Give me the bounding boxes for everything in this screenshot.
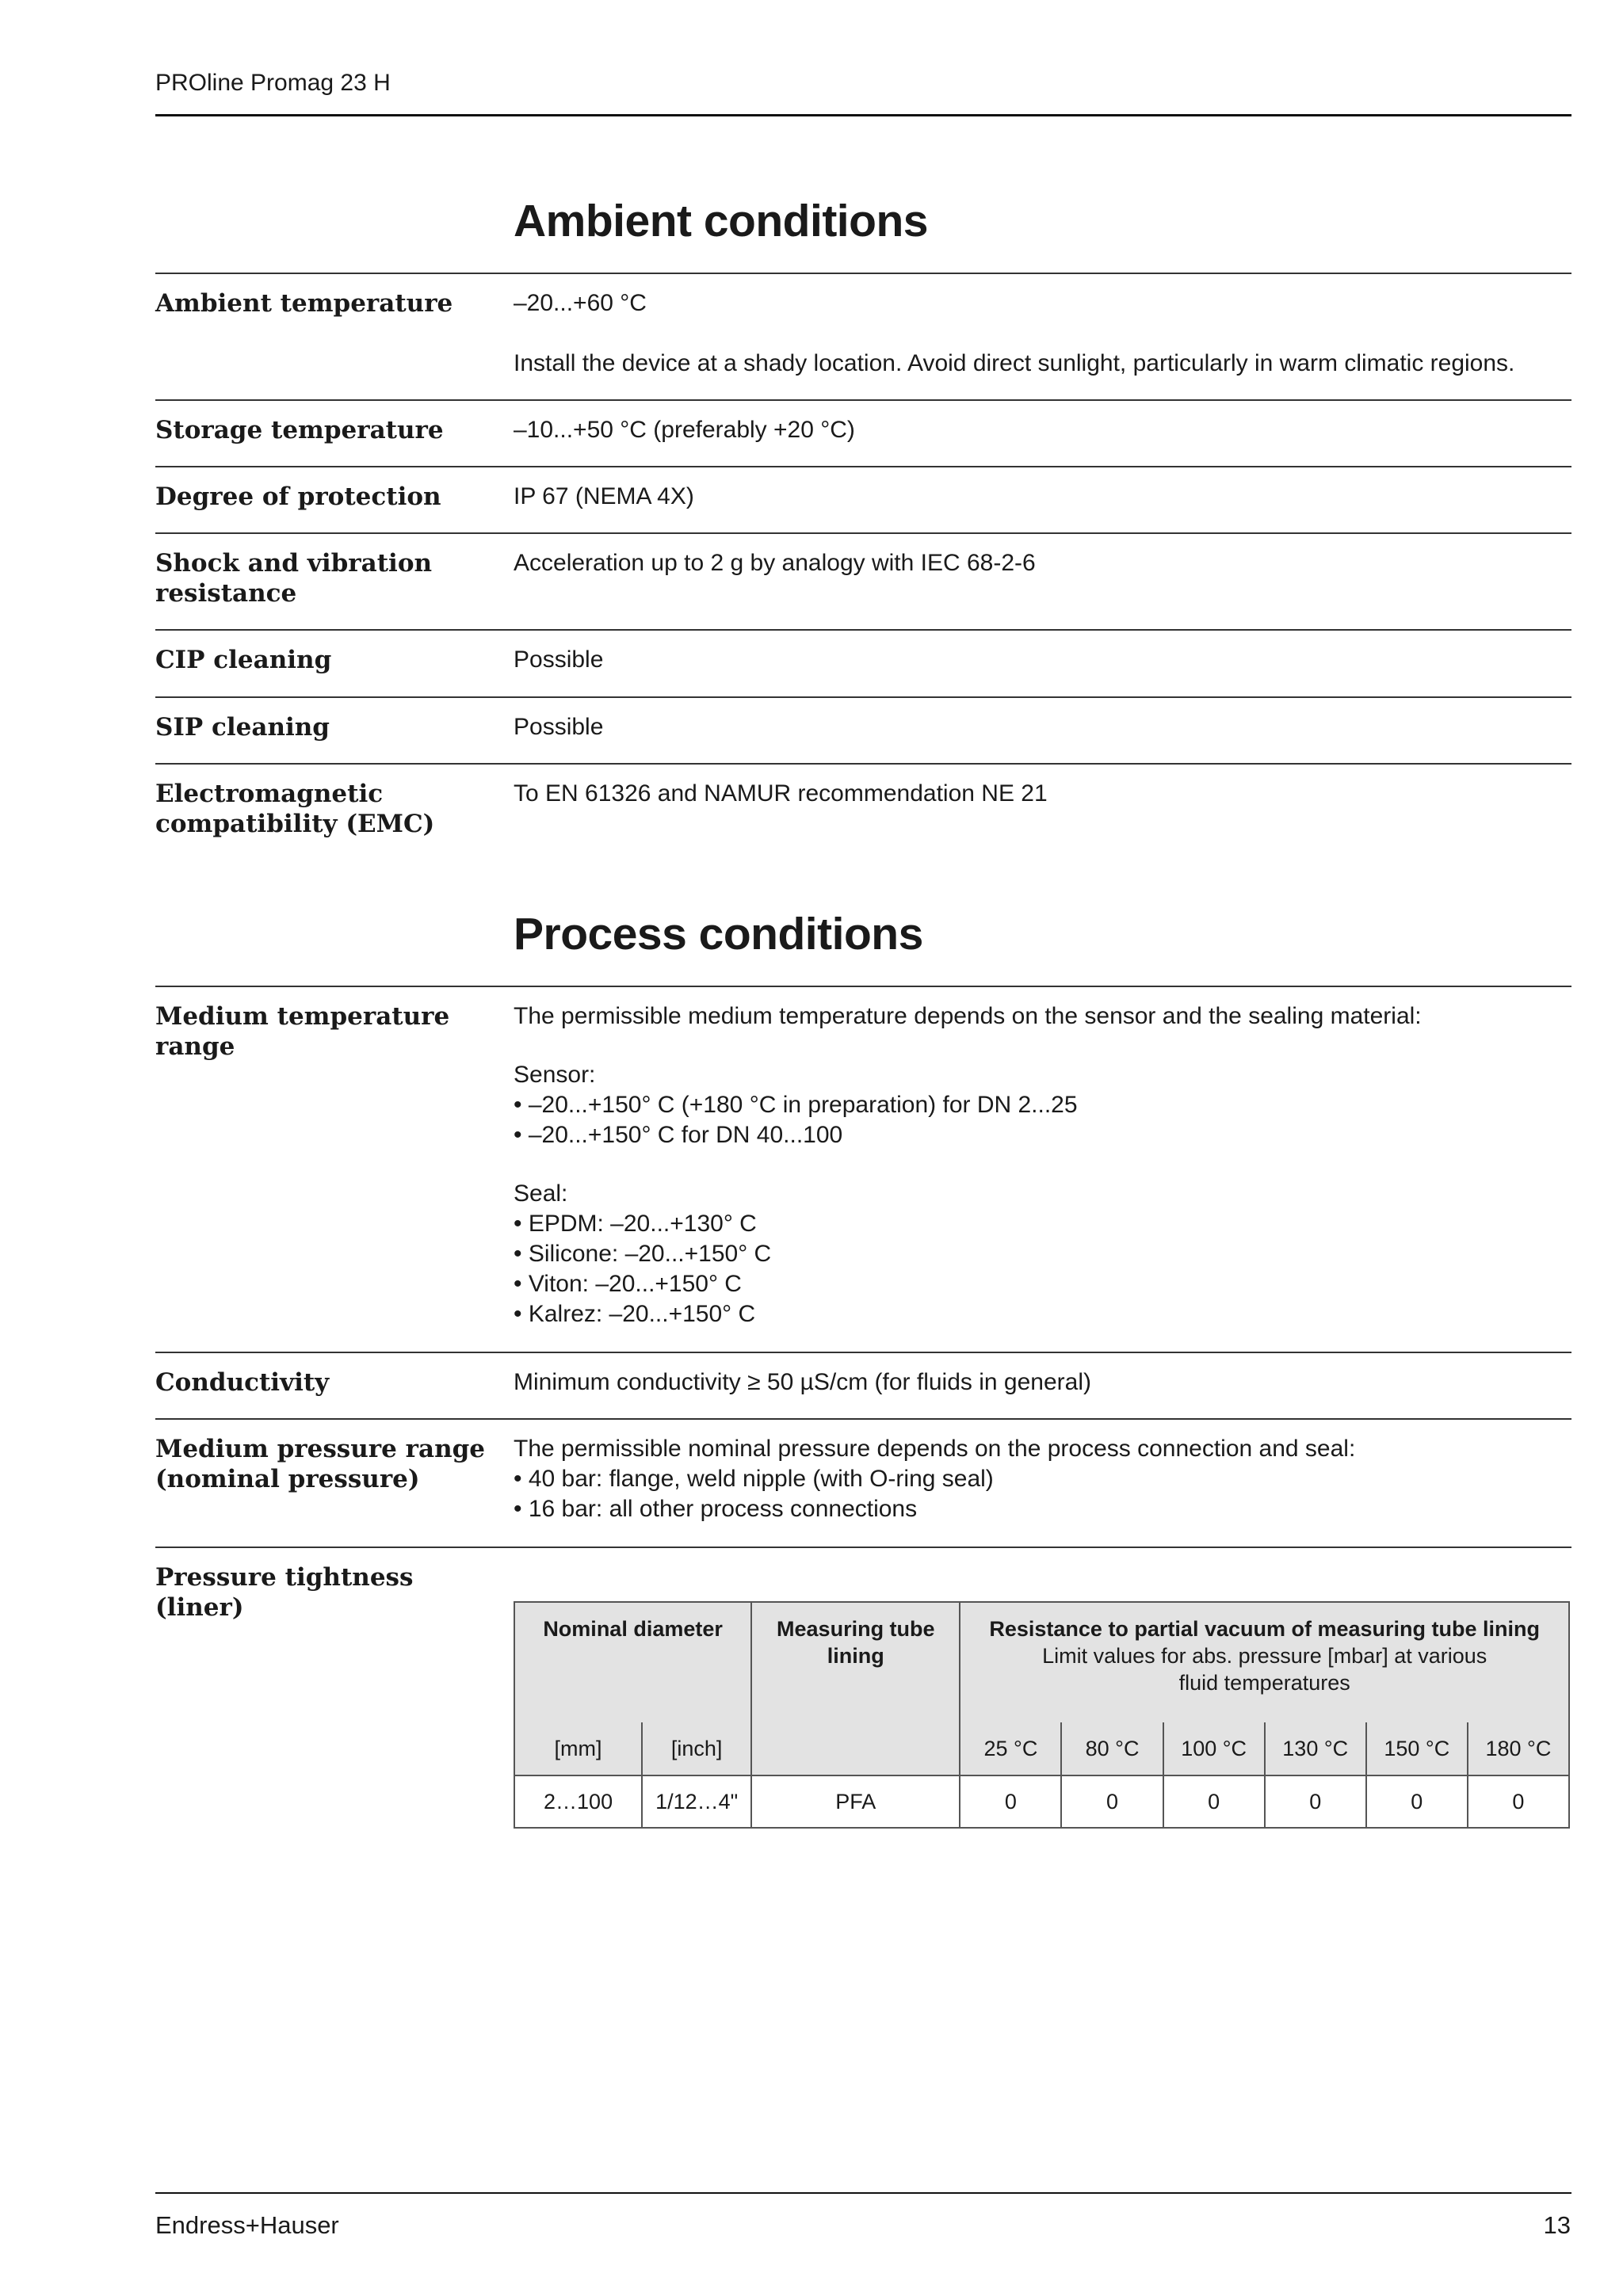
page-header: PROline Promag 23 H <box>155 70 391 96</box>
list-item: • Silicone: –20...+150° C <box>514 1241 772 1267</box>
list-item: • Viton: –20...+150° C <box>514 1271 742 1297</box>
spec-label-line: (nominal pressure) <box>155 1465 420 1493</box>
list-item: • 16 bar: all other process connections <box>514 1496 918 1522</box>
header-temp: 150 °C <box>1366 1722 1468 1775</box>
table-cell: PFA <box>751 1775 960 1828</box>
spec-intro: The permissible nominal pressure depends on the process connection and seal: <box>514 1436 1356 1462</box>
spec-row-conductivity <box>155 1352 1571 1397</box>
sensor-heading: Sensor: <box>514 1062 596 1088</box>
section-title-ambient: Ambient conditions <box>514 196 928 246</box>
header-resistance-sub: Limit values for abs. pressure [mbar] at various <box>1042 1644 1487 1668</box>
spec-label-line: Medium temperature <box>155 1002 450 1031</box>
spec-value: To EN 61326 and NAMUR recommendation NE 21 <box>514 780 1048 807</box>
table-cell: 0 <box>1468 1775 1569 1828</box>
spec-value <box>514 1434 1571 1524</box>
spec-row-ambient-temperature <box>155 273 1571 376</box>
spec-row-storage-temperature <box>155 399 1571 444</box>
section-title-process: Process conditions <box>514 909 923 959</box>
spec-label <box>155 1562 488 1623</box>
spec-label-line: range <box>155 1032 235 1061</box>
footer-brand: Endress+Hauser <box>155 2211 339 2239</box>
spec-value <box>514 288 1571 379</box>
spec-row-sip-cleaning <box>155 696 1571 742</box>
spec-value: Possible <box>514 714 604 740</box>
list-item: • –20...+150° C (+180 °C in preparation) for DN 2...25 <box>514 1092 1078 1118</box>
table-cell: 0 <box>1265 1775 1366 1828</box>
spec-row-degree-of-protection <box>155 466 1571 511</box>
page-number: 13 <box>1543 2211 1571 2239</box>
header-resistance <box>960 1602 1569 1722</box>
pressure-tightness-table <box>514 1601 1570 1829</box>
spec-label <box>155 548 488 608</box>
header-temp: 130 °C <box>1265 1722 1366 1775</box>
table-cell: 0 <box>1061 1775 1163 1828</box>
list-item: • EPDM: –20...+130° C <box>514 1211 757 1237</box>
spec-label-line: compatibility (EMC) <box>155 810 435 838</box>
spec-label: Degree of protection <box>155 482 441 511</box>
header-lining-line: lining <box>827 1644 884 1668</box>
spec-value <box>514 1001 1571 1329</box>
table-row <box>514 1775 1569 1828</box>
spec-label: CIP cleaning <box>155 646 332 674</box>
spec-label-line: resistance <box>155 579 297 608</box>
table-cell: 2…100 <box>514 1775 642 1828</box>
spec-label <box>155 779 488 839</box>
header-unit-inch: [inch] <box>642 1722 751 1775</box>
spec-note: Install the device at a shady location. Avoid direct sunlight, particularly in warm climatic regions. <box>514 350 1515 376</box>
header-resistance-sub: fluid temperatures <box>1178 1671 1350 1695</box>
header-temp: 80 °C <box>1061 1722 1163 1775</box>
spec-value: IP 67 (NEMA 4X) <box>514 483 694 509</box>
spec-value: –10...+50 °C (preferably +20 °C) <box>514 417 855 443</box>
spec-label <box>155 1001 488 1062</box>
spec-label-line: (liner) <box>155 1593 244 1622</box>
spec-value: Minimum conductivity ≥ 50 µS/cm (for fluids in general) <box>514 1369 1091 1395</box>
header-nominal-diameter: Nominal diameter <box>514 1602 751 1722</box>
header-unit-mm: [mm] <box>514 1722 642 1775</box>
table-cell: 0 <box>960 1775 1061 1828</box>
header-lining-line: Measuring tube <box>777 1617 935 1641</box>
spec-label: Storage temperature <box>155 416 444 444</box>
header-resistance-title: Resistance to partial vacuum of measuring tube lining <box>989 1617 1541 1641</box>
table-cell: 1/12…4" <box>642 1775 751 1828</box>
header-lining <box>751 1602 960 1775</box>
list-item: • 40 bar: flange, weld nipple (with O-ring seal) <box>514 1466 994 1492</box>
header-temp: 100 °C <box>1163 1722 1265 1775</box>
header-rule <box>155 114 1571 116</box>
spec-row-pressure-range <box>155 1418 1571 1522</box>
table-cell: 0 <box>1163 1775 1265 1828</box>
footer-rule <box>155 2192 1571 2194</box>
spec-row-shock-vibration <box>155 532 1571 608</box>
spec-label-line: Electromagnetic <box>155 780 384 808</box>
table-cell: 0 <box>1366 1775 1468 1828</box>
spec-label-line: Pressure tightness <box>155 1563 414 1592</box>
header-temp: 25 °C <box>960 1722 1061 1775</box>
spec-label-line: Shock and vibration <box>155 549 433 578</box>
spec-value: Possible <box>514 646 604 673</box>
spec-row-emc <box>155 763 1571 838</box>
spec-value-text: –20...+60 °C <box>514 290 647 316</box>
list-item: • –20...+150° C for DN 40...100 <box>514 1122 843 1148</box>
spec-row-pressure-tightness <box>155 1547 1571 1622</box>
list-item: • Kalrez: –20...+150° C <box>514 1301 756 1327</box>
spec-label <box>155 1434 488 1494</box>
spec-label: Ambient temperature <box>155 289 453 318</box>
spec-value: Acceleration up to 2 g by analogy with IEC 68-2-6 <box>514 550 1036 576</box>
spec-row-medium-temperature <box>155 986 1571 1327</box>
spec-label-line: Medium pressure range <box>155 1435 486 1463</box>
spec-label: Conductivity <box>155 1368 330 1397</box>
header-temp: 180 °C <box>1468 1722 1569 1775</box>
spec-row-cip-cleaning <box>155 629 1571 674</box>
spec-intro: The permissible medium temperature depends on the sensor and the sealing material: <box>514 1003 1422 1029</box>
spec-label: SIP cleaning <box>155 713 330 742</box>
seal-heading: Seal: <box>514 1180 568 1207</box>
